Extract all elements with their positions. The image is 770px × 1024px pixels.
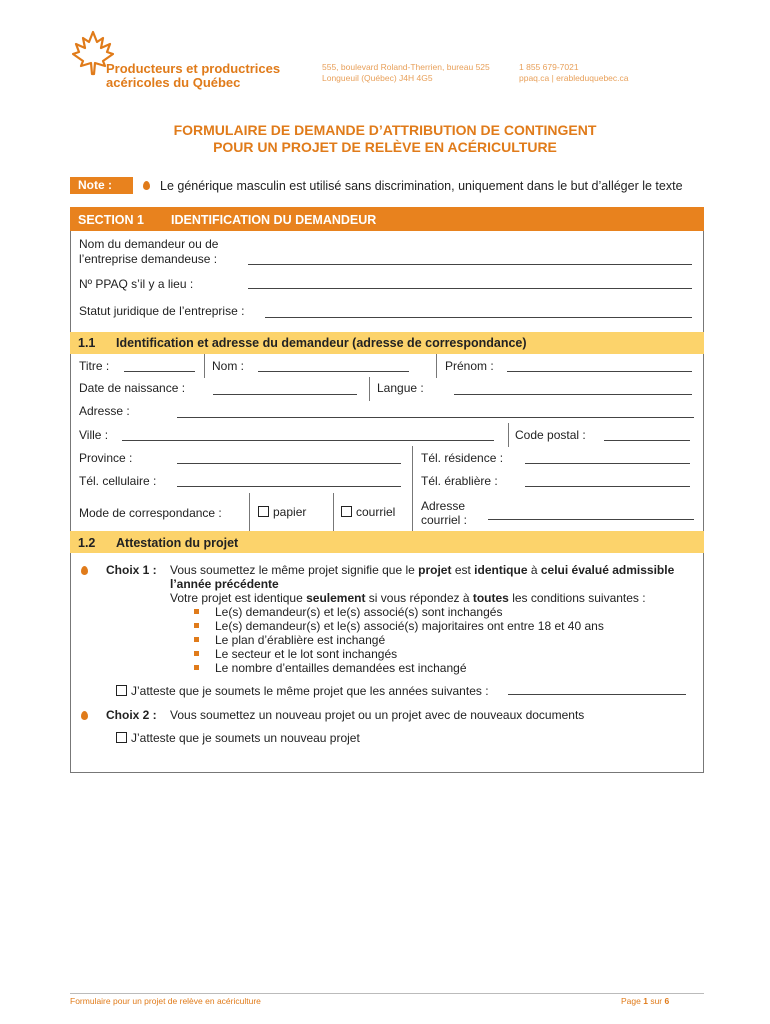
applicant-name-label-2: l’entreprise demandeuse : [79,252,218,266]
attest-same-checkbox[interactable] [116,685,127,696]
bullet-icon [194,665,199,670]
attest-new-checkbox[interactable] [116,732,127,743]
tel-residence-field[interactable] [525,463,690,464]
choix1-label: Choix 1 : [106,563,157,577]
tel-cellulaire-label: Tél. cellulaire : [79,474,157,488]
courriel-label: courriel [356,505,396,519]
section12-number: 1.2 [78,536,96,550]
drop-icon [81,711,88,720]
attest-same-label: J’atteste que je soumets le même projet que les années suivantes : [131,684,489,698]
divider [204,354,205,378]
titre-field[interactable] [124,371,195,372]
legal-status-field[interactable] [265,317,692,318]
years-field[interactable] [508,694,686,695]
divider [412,493,413,531]
tel-residence-label: Tél. résidence : [421,451,504,465]
code-postal-label: Code postal : [515,428,586,442]
bullet-icon [194,637,199,642]
applicant-name-field[interactable] [248,264,692,265]
ville-field[interactable] [122,440,494,441]
bullet-icon [194,651,199,656]
adresse-field[interactable] [177,417,694,418]
conditions-intro: Votre projet est identique seulement si vous répondez à toutes les conditions suivantes : [170,591,646,605]
org-name-line1: Producteurs et productrices [106,61,281,76]
papier-label: papier [273,505,307,519]
adresse-label: Adresse : [79,404,130,418]
tel-erabliere-field[interactable] [525,486,690,487]
bullet-icon [194,609,199,614]
papier-option[interactable] [258,505,306,519]
applicant-name-label-1: Nom du demandeur ou de [79,237,219,251]
birthdate-field[interactable] [213,394,357,395]
condition-item: Le(s) demandeur(s) et le(s) associé(s) majoritaires ont entre 18 et 40 ans [215,619,604,633]
section12-header [70,531,704,553]
attest-new-label: J’atteste que je soumets un nouveau projet [131,731,360,745]
ville-label: Ville : [79,428,109,442]
org-name-line2: acéricoles du Québec [106,75,241,90]
divider [412,469,413,493]
nom-field[interactable] [258,371,409,372]
choix1-text: Vous soumettez le même projet signifie que le projet est identique à celui évalué admissible [170,563,675,577]
org-address-line1: 555, boulevard Roland-Therrien, bureau 525 [322,62,490,72]
ppaq-label: Nº PPAQ s’il y a lieu : [79,277,194,291]
section1-header [70,207,704,231]
section12-title: Attestation du projet [116,536,239,550]
correspondence-mode-label: Mode de correspondance : [79,506,222,520]
email-label-2: courriel : [421,513,468,527]
attest-new-project[interactable] [116,731,360,745]
legal-status-label: Statut juridique de l’entreprise : [79,304,245,318]
divider [333,493,334,531]
titre-label: Titre : [79,359,110,373]
form-title-line2: POUR UN PROJET DE RELÈVE EN ACÉRICULTURE [213,139,557,155]
org-address-line2: Longueuil (Québec) J4H 4G5 [322,73,433,83]
prenom-label: Prénom : [445,359,494,373]
note-text: Le générique masculin est utilisé sans discrimination, uniquement dans le but d’alléger le texte [160,179,683,193]
drop-icon [143,181,150,190]
nom-label: Nom : [212,359,245,373]
langue-label: Langue : [377,381,424,395]
condition-item: Le(s) demandeur(s) et le(s) associé(s) sont inchangés [215,605,503,619]
tel-erabliere-label: Tél. érablière : [421,474,498,488]
bullet-icon [194,623,199,628]
note-label-box [70,177,133,194]
form-title-line1: FORMULAIRE DE DEMANDE D’ATTRIBUTION DE CONTINGENT [173,122,597,138]
email-label-1: Adresse [421,499,466,513]
org-web: ppaq.ca | erableduquebec.ca [519,73,629,83]
email-field[interactable] [488,519,694,520]
courriel-option[interactable] [341,505,395,519]
langue-field[interactable] [454,394,692,395]
divider [369,377,370,401]
choix2-label: Choix 2 : [106,708,157,722]
condition-item: Le plan d’érablière est inchangé [215,633,386,647]
divider [436,354,437,378]
attest-same-project[interactable] [116,684,489,698]
section11-number: 1.1 [78,336,96,350]
section11-title: Identification et adresse du demandeur (adresse de correspondance) [116,336,527,350]
courriel-checkbox[interactable] [341,506,352,517]
divider [508,423,509,447]
note-label: Note : [78,178,112,192]
province-field[interactable] [177,463,401,464]
org-phone: 1 855 679-7021 [519,62,579,72]
code-postal-field[interactable] [604,440,690,441]
divider [249,493,250,531]
footer-page-number: Page 1 sur 6 [621,996,670,1006]
choix1-text-2: l’année précédente [170,577,279,591]
tel-cellulaire-field[interactable] [177,486,401,487]
condition-item: Le secteur et le lot sont inchangés [215,647,398,661]
birthdate-label: Date de naissance : [79,381,186,395]
section1-title: IDENTIFICATION DU DEMANDEUR [171,213,377,227]
province-label: Province : [79,451,133,465]
prenom-field[interactable] [507,371,692,372]
footer-divider [70,993,704,994]
section1-number: SECTION 1 [78,213,144,227]
ppaq-field[interactable] [248,288,692,289]
divider [412,446,413,470]
condition-item: Le nombre d’entailles demandées est inchangé [215,661,467,675]
choix2-text: Vous soumettez un nouveau projet ou un projet avec de nouveaux documents [170,708,585,722]
papier-checkbox[interactable] [258,506,269,517]
footer-doc-title: Formulaire pour un projet de relève en acériculture [70,996,261,1006]
section11-header [70,332,704,354]
drop-icon [81,566,88,575]
